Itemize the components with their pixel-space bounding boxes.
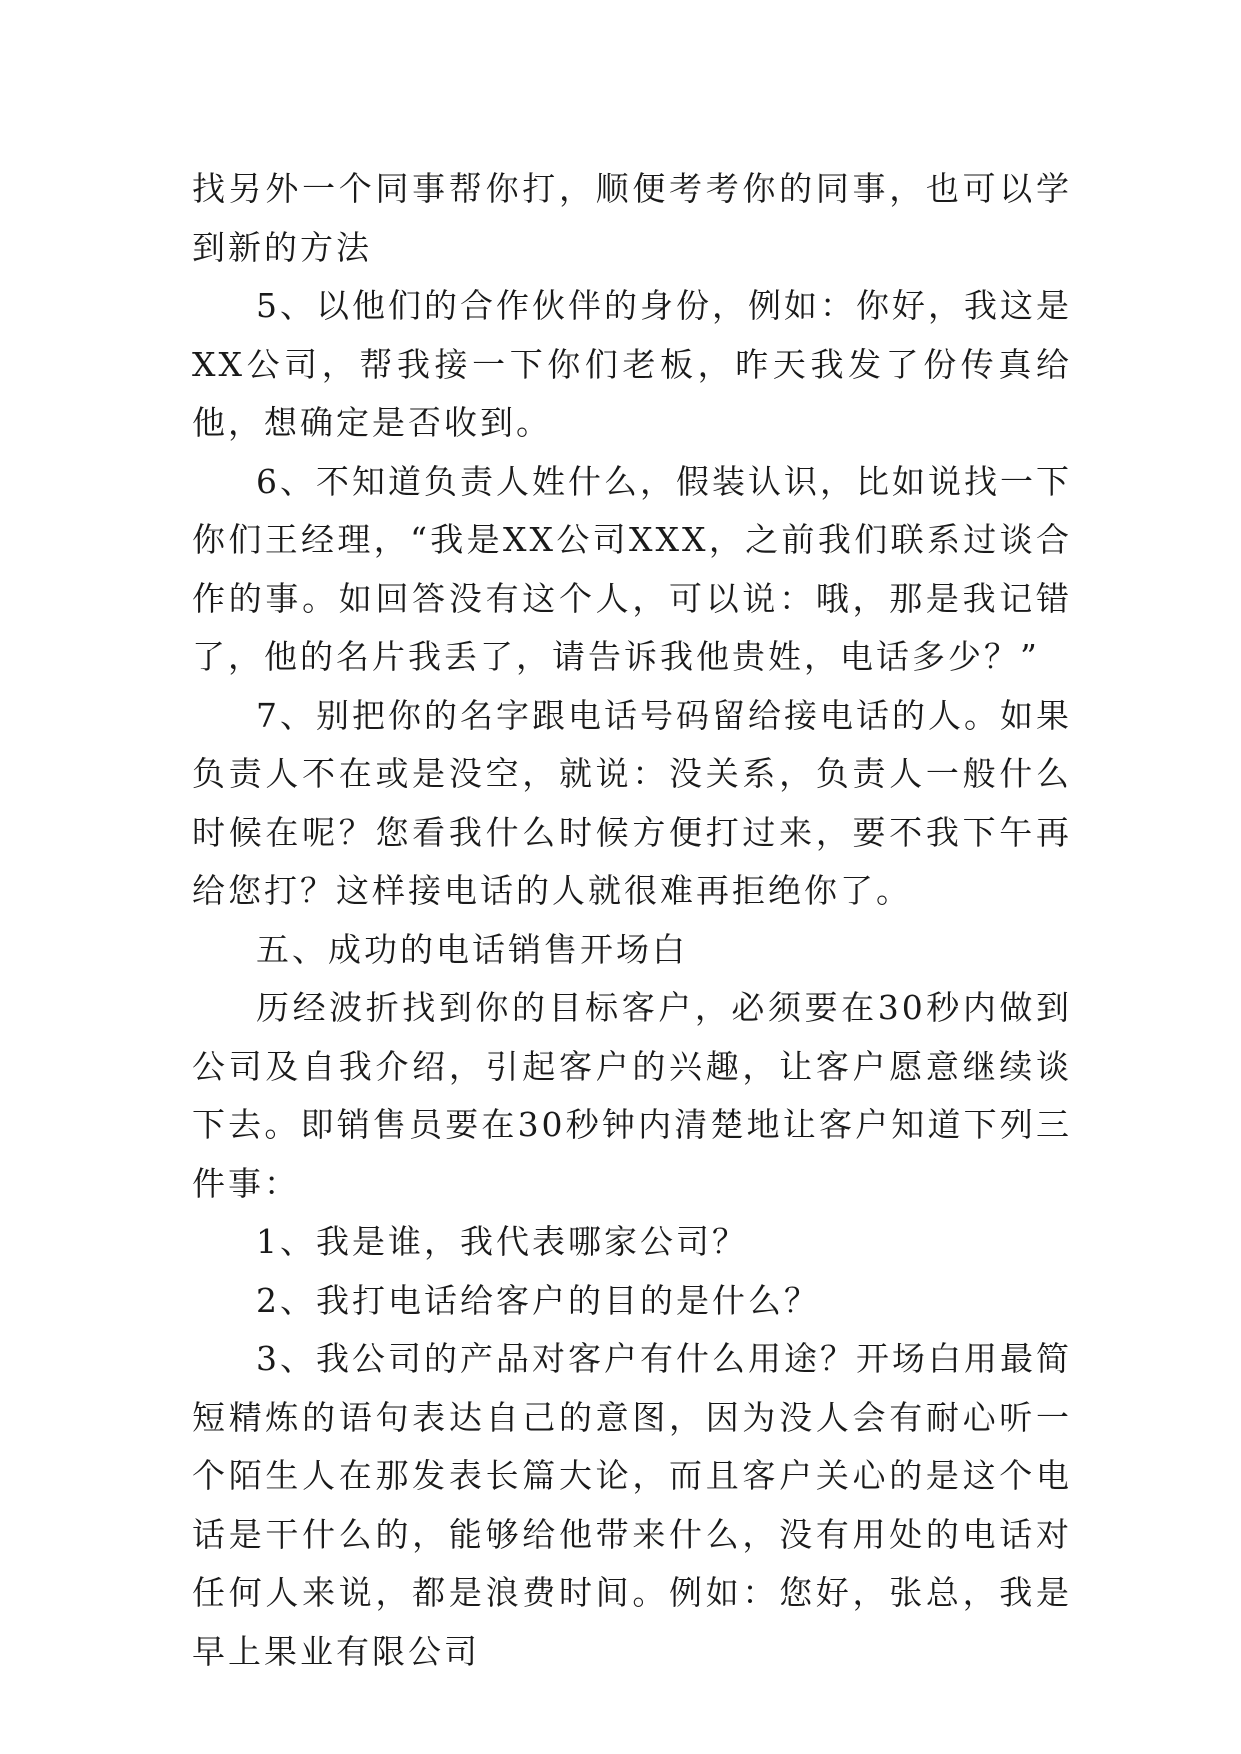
paragraph-item-7: 7、别把你的名字跟电话号码留给接电话的人。如果负责人不在或是没空，就说：没关系，负责人一般什么时候在呢？您看我什么时候方便打过来，要不我下午再给您打？这样接电话的人就很难再拒绝你了。 (192, 695, 1072, 910)
paragraph-item-5: 5、以他们的合作伙伴的身份，例如：你好，我这是XX公司，帮我接一下你们老板，昨天我发了份传真给他，想确定是否收到。 (192, 286, 1072, 442)
body-text (192, 160, 1072, 1681)
paragraph-continuation: 找另外一个同事帮你打，顺便考考你的同事，也可以学到新的方法 (192, 169, 1072, 267)
paragraph-item-6: 6、不知道负责人姓什么，假装认识，比如说找一下你们王经理，“我是XX公司XXX，之前我们联系过谈合作的事。如回答没有这个人，可以说：哦，那是我记错了，他的名片我丢了，请告诉我他贵姓，电话多少？” (192, 461, 1072, 676)
list-item-1: 1、我是谁，我代表哪家公司？ (256, 1222, 748, 1261)
list-item-3: 3、我公司的产品对客户有什么用途？开场白用最简短精炼的语句表达自己的意图，因为没人会有耐心听一个陌生人在那发表长篇大论，而且客户关心的是这个电话是干什么的，能够给他带来什么，没有用处的电话对任何人来说，都是浪费时间。例如：您好，张总，我是早上果业有限公司 (192, 1339, 1072, 1671)
paragraph-intro: 历经波折找到你的目标客户，必须要在30秒内做到公司及自我介绍，引起客户的兴趣，让客户愿意继续谈下去。即销售员要在30秒钟内清楚地让客户知道下列三件事： (192, 988, 1072, 1203)
section-heading: 五、成功的电话销售开场白 (256, 929, 688, 969)
list-item-2: 2、我打电话给客户的目的是什么？ (256, 1280, 820, 1320)
